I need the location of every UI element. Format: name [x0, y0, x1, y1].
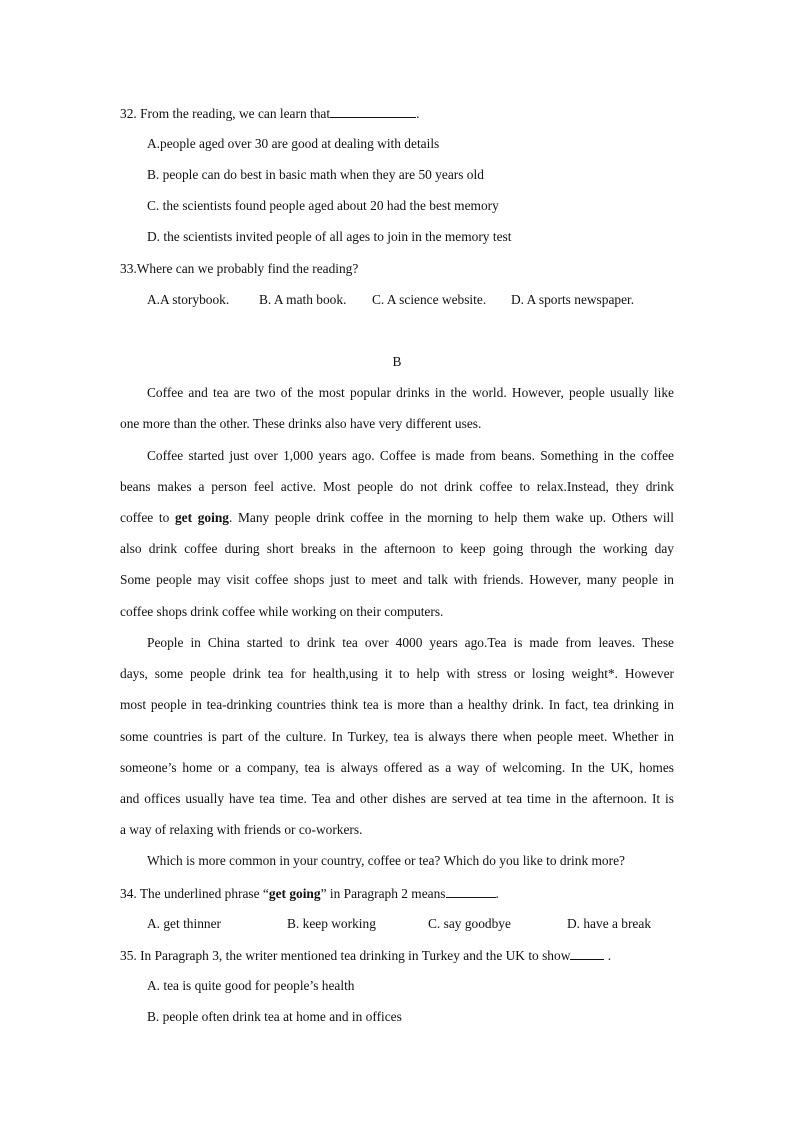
- q34-option-c: C. say goodbye: [428, 916, 511, 931]
- q33-option-c: C. A science website.: [372, 292, 487, 307]
- paragraph-3-line-5: someone’s home or a company, tea is always offered as a way of welcoming. In the UK, homes: [120, 760, 674, 775]
- paragraph-3-line-2: days, some people drink tea for health,using it to help with stress or losing weight*. However: [120, 666, 674, 681]
- p2-line3-start: coffee to: [120, 510, 175, 525]
- q34-option-d: D. have a break: [567, 916, 652, 931]
- q34-option-b: B. keep working: [287, 916, 376, 931]
- paragraph-2-line-5: Some people may visit coffee shops just to meet and talk with friends. However, many people in: [120, 572, 674, 587]
- q33-option-d: D. A sports newspaper.: [511, 292, 635, 307]
- q33-option-b: B. A math book.: [259, 292, 347, 307]
- paragraph-2-line-1: Coffee started just over 1,000 years ago. Coffee is made from beans. Something in the coffee: [147, 448, 674, 463]
- q35-stem: [120, 945, 674, 966]
- q34-stem-middle: ” in Paragraph 2 means: [320, 886, 446, 901]
- q34-option-a: A. get thinner: [147, 916, 222, 931]
- q34-stem-phrase: get going: [268, 886, 321, 901]
- paragraph-3-line-4: some countries is part of the culture. In Turkey, tea is always there when people meet. Whether in: [120, 729, 674, 744]
- q34-stem-start: 34. The underlined phrase “: [120, 886, 269, 901]
- paragraph-2-line-4: also drink coffee during short breaks in the afternoon to keep going through the working day: [120, 541, 674, 556]
- paragraph-3-line-1: People in China started to drink tea over 4000 years ago.Tea is made from leaves. These: [147, 635, 674, 650]
- q32-option-b: B. people can do best in basic math when they are 50 years old: [147, 167, 484, 182]
- answer-blank: [330, 103, 416, 118]
- q35-option-a: A. tea is quite good for people’s health: [147, 978, 355, 993]
- answer-blank: [446, 883, 496, 898]
- paragraph-1-line-1: Coffee and tea are two of the most popular drinks in the world. However, people usually like: [147, 385, 674, 400]
- answer-blank: [570, 945, 604, 960]
- q35-option-b: B. people often drink tea at home and in offices: [147, 1009, 402, 1024]
- q32-option-a: A.people aged over 30 are good at dealing with details: [147, 136, 440, 151]
- q32-option-c: C. the scientists found people aged about 20 had the best memory: [147, 198, 499, 213]
- q35-stem-end: .: [604, 948, 612, 963]
- paragraph-2-line-6: coffee shops drink coffee while working on their computers.: [120, 604, 444, 619]
- paragraph-2-line-3: [120, 508, 674, 528]
- paragraph-2-line-2: beans makes a person feel active. Most people do not drink coffee to relax.Instead, they drink: [120, 479, 674, 494]
- q32-stem-text: 32. From the reading, we can learn that: [120, 106, 331, 121]
- paragraph-1-line-2: one more than the other. These drinks also have very different uses.: [120, 416, 482, 431]
- q32-stem: [120, 103, 674, 124]
- section-heading: B: [392, 354, 402, 369]
- q32-stem-end: .: [416, 106, 420, 121]
- q34-stem-end: .: [495, 886, 499, 901]
- q32-option-d: D. the scientists invited people of all ages to join in the memory test: [147, 229, 512, 244]
- paragraph-3-line-6: and offices usually have tea time. Tea and other dishes are served at tea time in the afternoon. It is: [120, 791, 674, 806]
- paragraph-4: Which is more common in your country, coffee or tea? Which do you like to drink more?: [147, 853, 625, 868]
- q33-option-a: A.A storybook.: [147, 292, 230, 307]
- q34-stem: [120, 883, 674, 904]
- paragraph-3-line-3: most people in tea-drinking countries think tea is more than a healthy drink. In fact, tea drinking in: [120, 697, 674, 712]
- q33-stem: 33.Where can we probably find the reading?: [120, 261, 359, 276]
- paragraph-3-line-7: a way of relaxing with friends or co-workers.: [120, 822, 363, 837]
- phrase-get-going: get going: [174, 510, 229, 525]
- p2-line3-end: . Many people drink coffee in the morning to help them wake up. Others will: [228, 510, 674, 525]
- q35-stem-text: 35. In Paragraph 3, the writer mentioned tea drinking in Turkey and the UK to show: [120, 948, 571, 963]
